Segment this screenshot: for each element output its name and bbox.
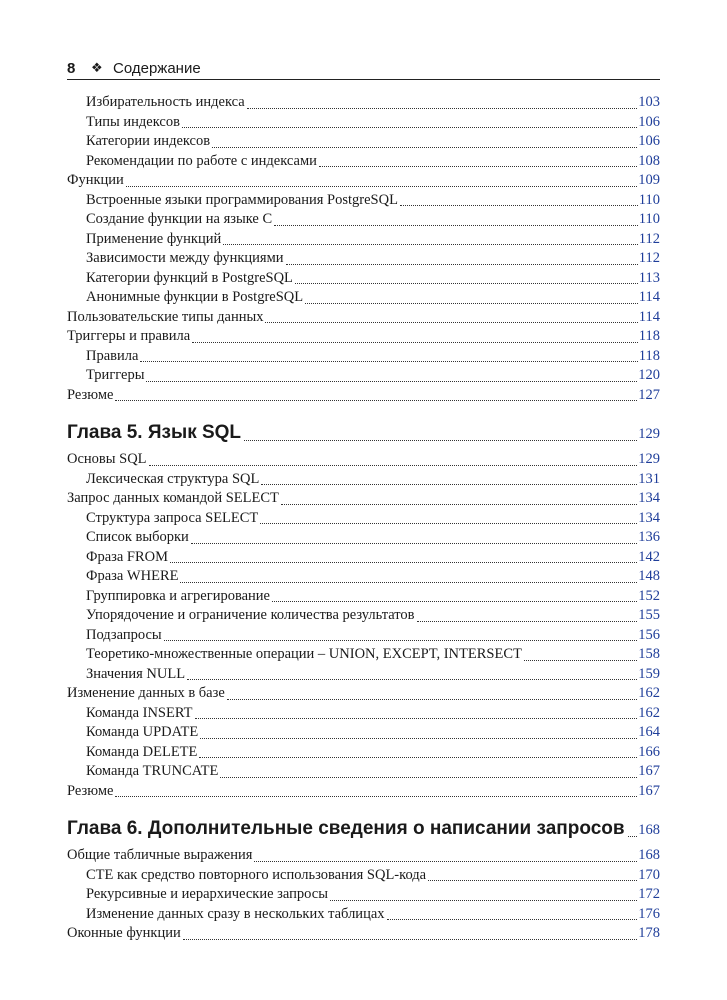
toc-page-link[interactable]: 152 [638, 587, 660, 604]
dot-leader [247, 107, 638, 109]
toc-entry-title: Встроенные языки программирования PostgreSQL [86, 191, 398, 208]
dot-leader [149, 464, 638, 466]
toc-entry[interactable] [67, 704, 660, 724]
toc-page-link[interactable]: 167 [638, 763, 660, 779]
dot-leader [387, 918, 638, 920]
toc-page-link[interactable]: 155 [638, 607, 660, 623]
toc-page-link[interactable]: 129 [638, 451, 660, 467]
toc-entry-title: Лексическая структура SQL [86, 470, 260, 487]
toc-page-link[interactable]: 129 [638, 426, 660, 442]
dot-leader [286, 263, 638, 265]
diamond-bullet-icon: ❖ [91, 60, 103, 75]
dot-leader [281, 503, 637, 505]
toc-page-link[interactable]: 110 [638, 211, 660, 227]
toc-page-link[interactable]: 118 [638, 328, 660, 344]
dot-leader [524, 659, 637, 661]
toc-page-link[interactable]: 136 [638, 529, 660, 545]
toc-entry[interactable] [67, 905, 660, 925]
toc-entry-title: Список выборки [86, 529, 189, 545]
dot-leader [183, 938, 638, 940]
toc-entry-title: Изменение данных сразу в нескольких таблицах [86, 905, 385, 922]
dot-leader [295, 282, 638, 284]
toc-entry-title: Резюме [67, 782, 114, 799]
dot-leader [115, 399, 637, 401]
dot-leader [180, 581, 637, 583]
dot-leader [223, 243, 638, 245]
toc-page-link[interactable]: 112 [638, 250, 660, 266]
toc-page-link[interactable]: 167 [638, 782, 660, 799]
toc-entry-title: Структура запроса SELECT [86, 509, 259, 526]
toc-entry-title: Общие табличные выражения [67, 847, 253, 863]
toc-entry[interactable] [67, 113, 660, 133]
toc-entry-title: Изменение данных в базе [67, 685, 225, 701]
toc-entry[interactable] [67, 210, 660, 230]
toc-entry-title: Глава 5. Язык SQL [67, 422, 242, 443]
toc-entry[interactable] [67, 606, 660, 626]
dot-leader [417, 620, 638, 622]
toc-entry-title: Триггеры и правила [67, 328, 191, 344]
toc-page-link[interactable]: 109 [638, 172, 660, 188]
toc-entry-title: Функции [67, 172, 124, 188]
toc-entry-title: Фраза WHERE [86, 568, 179, 584]
dot-leader [195, 717, 638, 719]
toc-page-link[interactable]: 106 [638, 113, 660, 130]
dot-leader [220, 776, 637, 778]
toc-entry-title: Команда TRUNCATE [86, 763, 219, 779]
toc-page-link[interactable]: 118 [638, 347, 660, 364]
toc-page-link[interactable]: 170 [638, 866, 660, 883]
dot-leader [261, 483, 637, 485]
toc-entry-title: Избирательность индекса [86, 94, 245, 110]
toc-entry[interactable] [67, 386, 660, 406]
toc-chapter-heading[interactable] [67, 422, 660, 446]
toc-entry-title: Категории индексов [86, 133, 211, 149]
toc-page-link[interactable]: 156 [638, 626, 660, 643]
toc-page-link[interactable]: 134 [638, 509, 660, 526]
dot-leader [126, 185, 637, 187]
toc-page-link[interactable]: 134 [638, 490, 660, 506]
toc-page-link[interactable]: 166 [638, 743, 660, 760]
toc-page-link[interactable]: 131 [638, 470, 660, 487]
toc-entry[interactable] [67, 489, 660, 509]
toc-entry[interactable] [67, 762, 660, 782]
toc-entry-title: Оконные функции [67, 925, 181, 941]
toc-page-link[interactable]: 120 [638, 367, 660, 383]
toc-page-link[interactable]: 148 [638, 568, 660, 584]
dot-leader [182, 126, 637, 128]
dot-leader [305, 302, 638, 304]
dot-leader [428, 879, 637, 881]
toc-entry[interactable] [67, 366, 660, 386]
dot-leader [227, 698, 637, 700]
toc-entry[interactable] [67, 93, 660, 113]
page-number: 8 [67, 59, 76, 77]
running-header [67, 57, 660, 80]
toc-entry[interactable] [67, 567, 660, 587]
toc-page-link[interactable]: 127 [638, 386, 660, 403]
dot-leader [265, 321, 637, 323]
dot-leader [170, 561, 637, 563]
toc-entry-title: Команда INSERT [86, 704, 193, 721]
toc-entry[interactable] [67, 548, 660, 568]
toc-entry-title: Зависимости между функциями [86, 250, 284, 266]
toc-entry[interactable] [67, 230, 660, 250]
toc-entry-title: Значения NULL [86, 665, 186, 682]
toc-page-link[interactable]: 110 [638, 191, 660, 208]
toc-entry-title: Основы SQL [67, 451, 147, 467]
toc-entry-title: Рекомендации по работе с индексами [86, 152, 317, 169]
toc-entry-title: Рекурсивные и иерархические запросы [86, 886, 328, 902]
toc-entry[interactable] [67, 308, 660, 328]
dot-leader [330, 899, 637, 901]
toc-entry[interactable] [67, 171, 660, 191]
toc-entry-title: Команда UPDATE [86, 724, 199, 740]
toc-entry[interactable] [67, 132, 660, 152]
toc-entry-title: Группировка и агрегирование [86, 587, 270, 604]
dot-leader [192, 341, 638, 343]
toc-page-link[interactable]: 114 [638, 308, 660, 325]
toc-entry[interactable] [67, 249, 660, 269]
toc-entry-title: CTE как средство повторного использования SQL-кода [86, 866, 427, 883]
toc-entry[interactable] [67, 645, 660, 665]
dot-leader [191, 542, 637, 544]
toc-page-link[interactable]: 168 [638, 847, 660, 863]
dot-leader [212, 146, 637, 148]
dot-leader [628, 835, 638, 837]
dot-leader [146, 380, 637, 382]
toc-entry[interactable] [67, 347, 660, 367]
toc-page-link[interactable]: 113 [638, 269, 660, 286]
toc-page-link[interactable]: 172 [638, 886, 660, 902]
toc-entry[interactable] [67, 288, 660, 308]
toc-entry-title: Триггеры [86, 367, 145, 383]
toc-entry[interactable] [67, 509, 660, 529]
toc-entry-title: Команда DELETE [86, 743, 198, 760]
toc-entry[interactable] [67, 528, 660, 548]
dot-leader [274, 224, 638, 226]
toc-entry[interactable] [67, 782, 660, 802]
dot-leader [200, 737, 637, 739]
toc-page-link[interactable]: 142 [638, 548, 660, 565]
toc-entry[interactable] [67, 684, 660, 704]
dot-leader [115, 795, 637, 797]
toc-entry-title: Подзапросы [86, 626, 162, 643]
toc-entry[interactable] [67, 866, 660, 886]
toc-page-link[interactable]: 114 [638, 289, 660, 305]
dot-leader [254, 860, 637, 862]
toc-entry[interactable] [67, 626, 660, 646]
toc-page-link[interactable]: 112 [638, 230, 660, 247]
toc-chapter-heading[interactable] [67, 818, 660, 842]
dot-leader [272, 600, 637, 602]
toc-entry[interactable] [67, 846, 660, 866]
toc-entry[interactable] [67, 191, 660, 211]
toc-entry-title: Фраза FROM [86, 548, 169, 565]
toc-page-link[interactable]: 162 [638, 685, 660, 701]
dot-leader [164, 639, 638, 641]
toc-page-link[interactable]: 178 [638, 925, 660, 941]
table-of-contents [67, 93, 660, 944]
toc-entry[interactable] [67, 723, 660, 743]
dot-leader [260, 522, 637, 524]
toc-entry[interactable] [67, 470, 660, 490]
toc-entry[interactable] [67, 450, 660, 470]
toc-entry[interactable] [67, 587, 660, 607]
toc-entry[interactable] [67, 152, 660, 172]
toc-entry-title: Пользовательские типы данных [67, 308, 264, 325]
toc-entry-title: Запрос данных командой SELECT [67, 490, 279, 506]
toc-entry[interactable] [67, 327, 660, 347]
toc-page-link[interactable]: 106 [638, 133, 660, 149]
toc-page-link[interactable]: 162 [638, 704, 660, 721]
toc-entry-title: Правила [86, 347, 139, 364]
toc-entry[interactable] [67, 924, 660, 944]
toc-page-link[interactable]: 108 [638, 152, 660, 169]
toc-entry[interactable] [67, 269, 660, 289]
toc-page-link[interactable]: 159 [638, 665, 660, 682]
toc-page-link[interactable]: 176 [638, 905, 660, 922]
toc-page-link[interactable]: 103 [638, 94, 660, 110]
header-title: Содержание [113, 59, 201, 77]
toc-entry-title: Глава 6. Дополнительные сведения о написании запросов [67, 818, 625, 839]
toc-entry-title: Резюме [67, 386, 114, 403]
dot-leader [199, 756, 637, 758]
toc-entry-title: Типы индексов [86, 113, 180, 130]
dot-leader [400, 204, 638, 206]
toc-entry[interactable] [67, 743, 660, 763]
toc-page-link[interactable]: 168 [638, 822, 660, 838]
toc-entry-title: Категории функций в PostgreSQL [86, 269, 293, 286]
toc-entry-title: Создание функции на языке C [86, 211, 273, 227]
toc-entry-title: Анонимные функции в PostgreSQL [86, 289, 304, 305]
dot-leader [140, 360, 637, 362]
toc-entry[interactable] [67, 885, 660, 905]
dot-leader [187, 678, 637, 680]
dot-leader [319, 165, 637, 167]
toc-entry-title: Упорядочение и ограничение количества результатов [86, 607, 415, 623]
dot-leader [244, 439, 637, 441]
toc-entry-title: Применение функций [86, 230, 222, 247]
toc-entry-title: Теоретико-множественные операции – UNION, EXCEPT, INTERSECT [86, 646, 522, 662]
toc-page-link[interactable]: 164 [638, 724, 660, 740]
toc-entry[interactable] [67, 665, 660, 685]
toc-page-link[interactable]: 158 [638, 646, 660, 662]
